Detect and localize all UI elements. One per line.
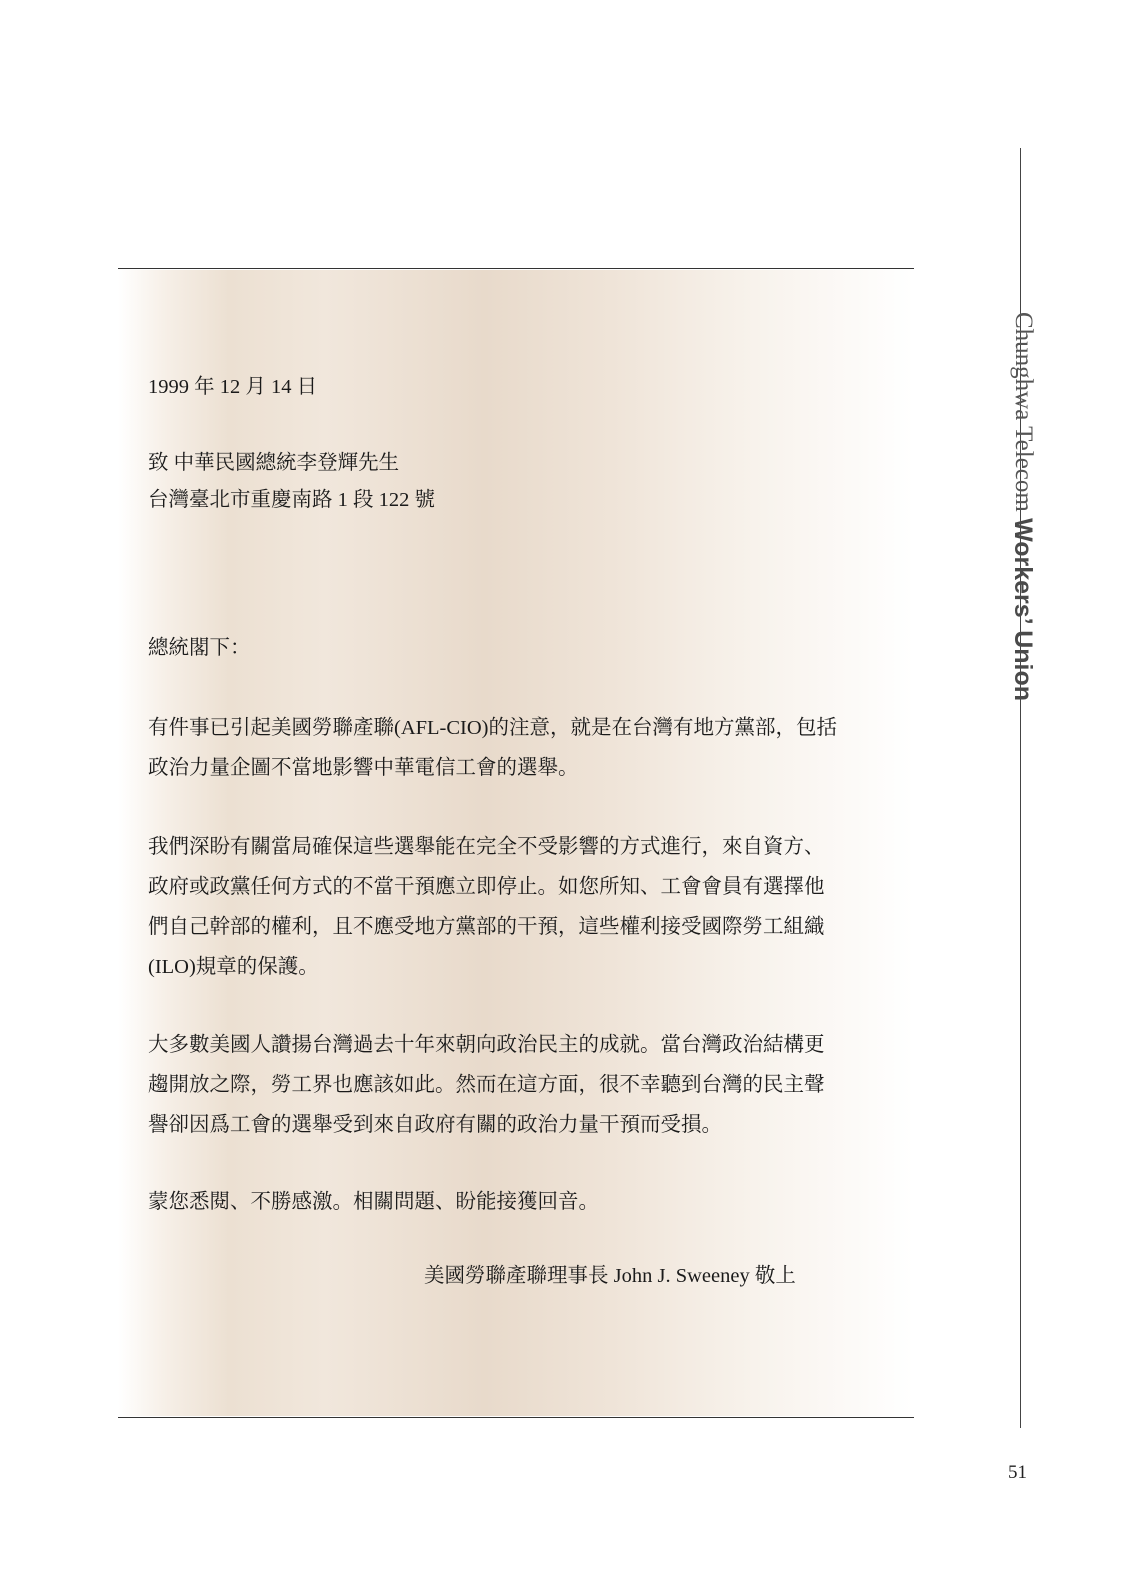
recipient-address: 台灣臺北市重慶南路 1 段 122 號: [148, 489, 435, 511]
paragraph-line: 政府或政黨任何方式的不當干預應立即停止。如您所知、工會會員有選擇他: [148, 876, 825, 898]
top-divider: [118, 268, 914, 269]
paragraph-line: 我們深盼有關當局確保這些選舉能在完全不受影響的方式進行，來自資方、: [148, 836, 825, 858]
paragraph-2: [148, 827, 900, 987]
paragraph-line: 們自己幹部的權利，且不應受地方黨部的干預，這些權利接受國際勞工組織: [148, 916, 825, 938]
paragraph-4: [148, 1182, 900, 1222]
paragraph-line: 政治力量企圖不當地影響中華電信工會的選舉。: [148, 757, 579, 779]
salutation: 總統閣下：: [148, 637, 251, 659]
side-running-title: [1010, 312, 1036, 701]
page-number: 51: [1008, 1462, 1027, 1483]
paragraph-line: 趨開放之際，勞工界也應該如此。然而在這方面，很不幸聽到台灣的民主聲: [148, 1074, 825, 1096]
paragraph-1: [148, 708, 900, 788]
paragraph-line: 譽卻因爲工會的選舉受到來自政府有關的政治力量干預而受損。: [148, 1114, 722, 1136]
paragraph-3: [148, 1025, 900, 1145]
paragraph-line: 有件事已引起美國勞聯產聯(AFL-CIO)的注意，就是在台灣有地方黨部，包括: [148, 717, 838, 739]
paragraph-line: 蒙您悉閱、不勝感激。相關問題、盼能接獲回音。: [148, 1191, 599, 1213]
recipient-name: 致 中華民國總統李登輝先生: [148, 452, 400, 474]
paragraph-line: (ILO)規章的保護。: [148, 956, 319, 978]
signature: 美國勞聯產聯理事長 John J. Sweeney 敬上: [424, 1265, 796, 1287]
bottom-divider: [118, 1417, 914, 1418]
side-title-light: Chunghwa Telecom: [1010, 312, 1037, 519]
side-title-bold: Workers’ Union: [1009, 518, 1037, 702]
letter-date: 1999 年 12 月 14 日: [148, 376, 318, 398]
paragraph-line: 大多數美國人讚揚台灣過去十年來朝向政治民主的成就。當台灣政治結構更: [148, 1034, 825, 1056]
